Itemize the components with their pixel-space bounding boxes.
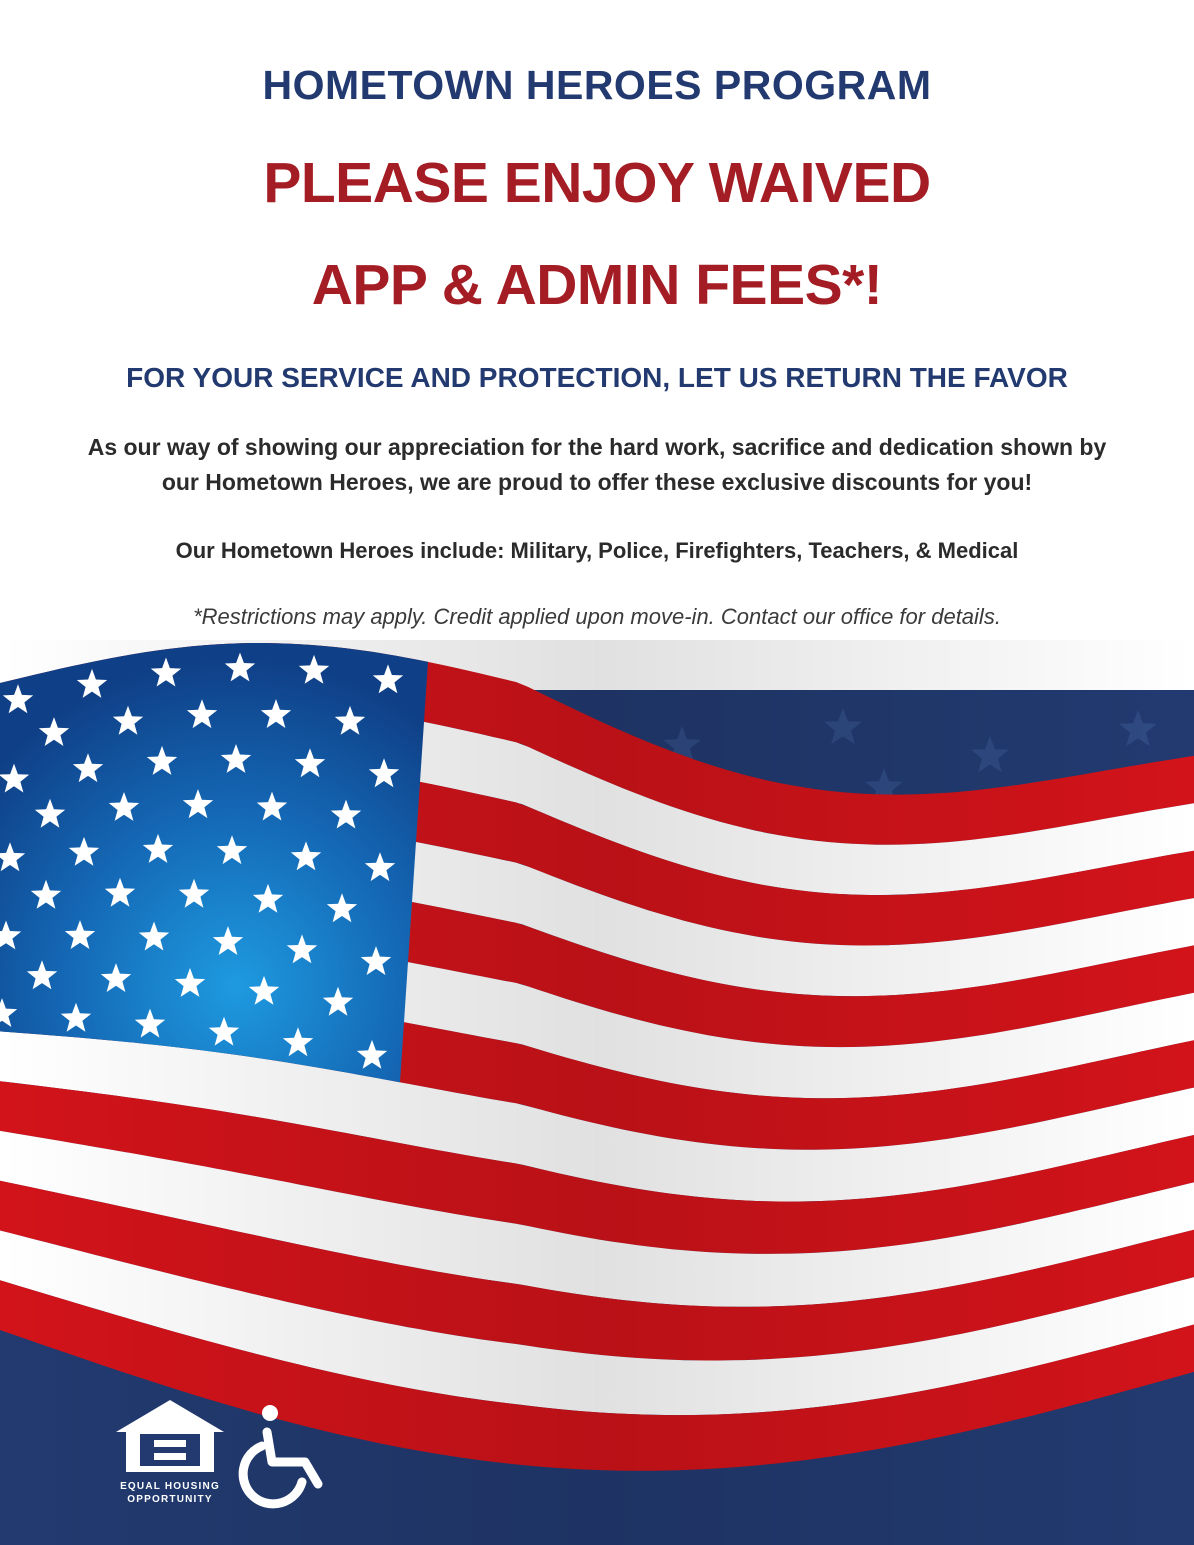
appreciation-line-1: As our way of showing our appreciation for the hard work, sacrifice and dedication shown by [87,434,1107,460]
heroes-list: Our Hometown Heroes include: Military, Police, Firefighters, Teachers, & Medical [175,538,1019,563]
subtitle: FOR YOUR SERVICE AND PROTECTION, LET US RETURN THE FAVOR [126,362,1068,393]
disclaimer: *Restrictions may apply. Credit applied upon move-in. Contact our office for details. [193,604,1001,629]
equal-housing-label-1: EQUAL HOUSING [120,1481,220,1492]
appreciation-line-2: our Hometown Heroes, we are proud to offer these exclusive discounts for you! [161,469,1033,495]
equal-housing-label-2: OPPORTUNITY [127,1494,213,1505]
headline-line-1: PLEASE ENJOY WAIVED [263,151,931,215]
program-title: HOMETOWN HEROES PROGRAM [262,62,932,108]
headline-line-2: APP & ADMIN FEES*! [311,253,883,317]
